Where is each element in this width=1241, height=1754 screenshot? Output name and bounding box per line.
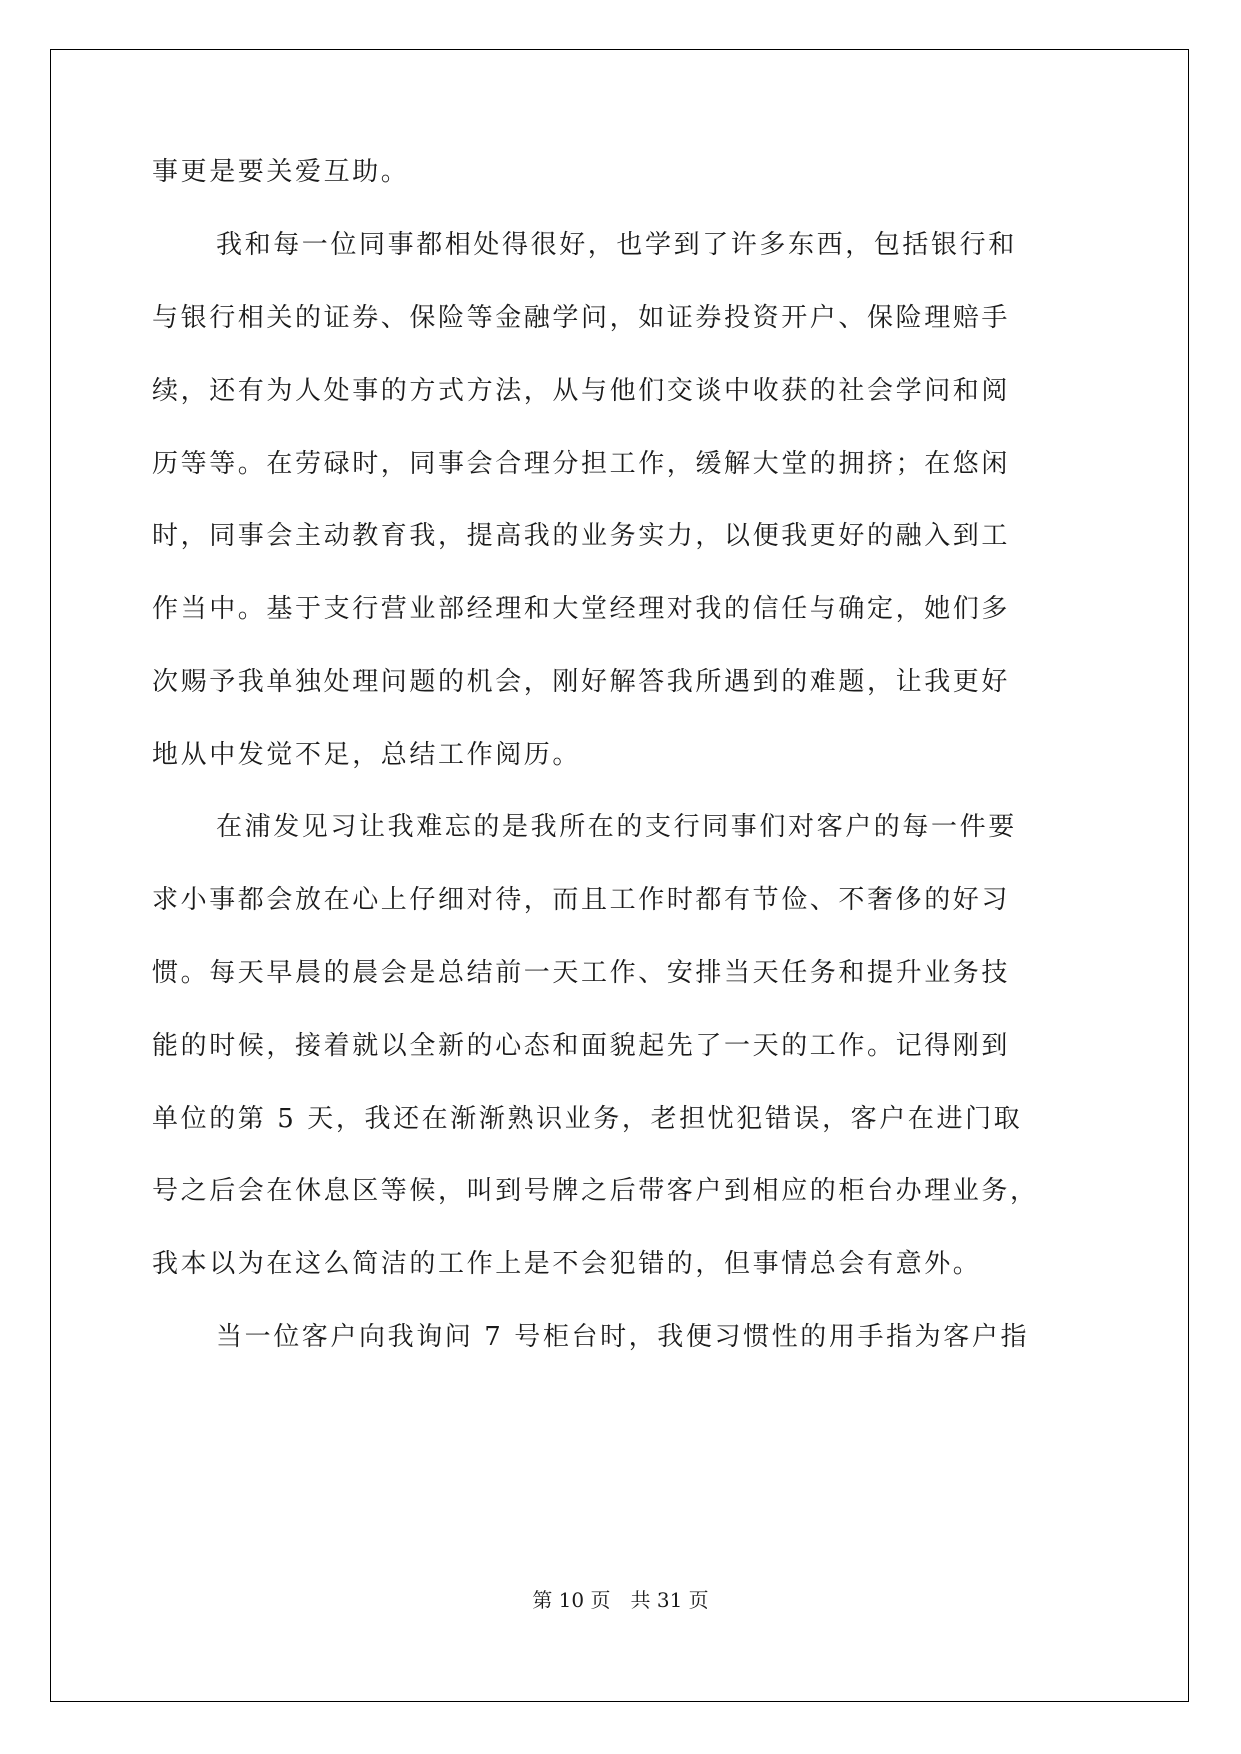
page-border xyxy=(50,49,1189,1702)
text-line: 作当中。基于支行营业部经理和大堂经理对我的信任与确定，她们多 xyxy=(152,594,1011,624)
text-line: 单位的第 5 天，我还在渐渐熟识业务，老担忧犯错误，客户在进门取 xyxy=(152,1104,1023,1134)
text-line: 时，同事会主动教育我，提高我的业务实力，以便我更好的融入到工 xyxy=(152,521,1011,551)
text-line: 求小事都会放在心上仔细对待，而且工作时都有节俭、不奢侈的好习 xyxy=(152,885,1011,915)
text-line: 地从中发觉不足，总结工作阅历。 xyxy=(152,740,582,770)
text-line: 次赐予我单独处理问题的机会，刚好解答我所遇到的难题，让我更好 xyxy=(152,667,1011,697)
text-line: 与银行相关的证券、保险等金融学问，如证券投资开户、保险理赔手 xyxy=(152,303,1011,333)
text-line: 惯。每天早晨的晨会是总结前一天工作、安排当天任务和提升业务技 xyxy=(152,958,1011,988)
text-line: 我本以为在这么简洁的工作上是不会犯错的，但事情总会有意外。 xyxy=(152,1249,982,1279)
text-line: 当一位客户向我询问 7 号柜台时，我便习惯性的用手指为客户指 xyxy=(216,1322,1030,1352)
text-line: 续，还有为人处事的方式方法，从与他们交谈中收获的社会学问和阅 xyxy=(152,376,1011,406)
text-line: 历等等。在劳碌时，同事会合理分担工作，缓解大堂的拥挤；在悠闲 xyxy=(152,449,1011,479)
text-line: 在浦发见习让我难忘的是我所在的支行同事们对客户的每一件要 xyxy=(216,812,1017,842)
text-line: 号之后会在休息区等候，叫到号牌之后带客户到相应的柜台办理业务， xyxy=(152,1176,1039,1206)
text-line: 事更是要关爱互助。 xyxy=(152,157,410,187)
text-line: 能的时候，接着就以全新的心态和面貌起先了一天的工作。记得刚到 xyxy=(152,1031,1011,1061)
text-line: 我和每一位同事都相处得很好，也学到了许多东西，包括银行和 xyxy=(216,230,1017,260)
page-number: 第 10 页 共 31 页 xyxy=(532,1588,709,1612)
